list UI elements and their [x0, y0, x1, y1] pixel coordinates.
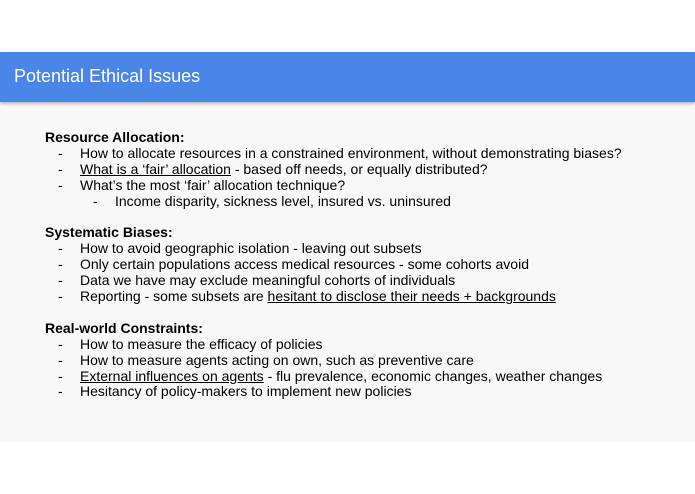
bullet-text: How to avoid geographic isolation - leaving out subsets: [80, 240, 422, 257]
slide: [0, 52, 695, 442]
bullet-dash: -: [58, 383, 63, 400]
bullet-dash: -: [93, 192, 98, 209]
section-real-world-constraints: [45, 321, 675, 401]
bullet-item: [45, 369, 675, 385]
bullet-text: - based off needs, or equally distributed?: [230, 160, 488, 177]
bullet-text: Hesitancy of policy-makers to implement new policies: [80, 383, 412, 400]
sub-bullet-item: [45, 194, 675, 210]
bullet-text: How to allocate resources in a constrained environment, without demonstrating biases?: [80, 144, 622, 161]
bullet-text: How to measure the efficacy of policies: [80, 335, 323, 352]
bullet-item: [45, 178, 675, 194]
section-resource-allocation: [45, 130, 675, 210]
section-heading: Real-world Constraints:: [45, 319, 203, 336]
bullet-dash: -: [58, 351, 63, 368]
bullet-item: [45, 273, 675, 289]
underlined-text: External influences on agents: [80, 367, 264, 384]
bullet-text: - flu prevalence, economic changes, weather changes: [263, 367, 603, 384]
bullet-item: [45, 146, 675, 162]
slide-content: [45, 130, 675, 416]
bullet-dash: -: [58, 256, 63, 273]
slide-header: [0, 52, 695, 102]
bullet-item: [45, 353, 675, 369]
bullet-item: [45, 241, 675, 257]
bullet-item: [45, 289, 675, 305]
bullet-item: [45, 257, 675, 273]
bullet-text: How to measure agents acting on own, such as preventive care: [80, 351, 474, 368]
bullet-dash: -: [58, 240, 63, 257]
bullet-dash: -: [58, 288, 63, 305]
underlined-text: What is a ‘fair’ allocation: [80, 160, 231, 177]
bullet-text: Data we have may exclude meaningful cohorts of individuals: [80, 272, 456, 289]
bullet-text: Only certain populations access medical resources - some cohorts avoid: [80, 256, 529, 273]
bullet-dash: -: [58, 176, 63, 193]
bullet-dash: -: [58, 144, 63, 161]
bullet-item: [45, 162, 675, 178]
bullet-text: Reporting - some subsets are: [80, 288, 268, 305]
section-heading: Resource Allocation:: [45, 129, 185, 145]
bullet-dash: -: [58, 272, 63, 289]
underlined-text: hesitant to disclose their needs + backgrounds: [267, 288, 556, 305]
bullet-item: [45, 384, 675, 400]
section-heading: Systematic Biases:: [45, 224, 173, 241]
bullet-item: [45, 337, 675, 353]
section-systematic-biases: [45, 225, 675, 305]
bullet-dash: -: [58, 160, 63, 177]
bullet-dash: -: [58, 335, 63, 352]
bullet-dash: -: [58, 367, 63, 384]
bullet-text: What’s the most ‘fair’ allocation technique?: [80, 176, 346, 193]
slide-title: Potential Ethical Issues: [14, 66, 201, 86]
bullet-text: Income disparity, sickness level, insured vs. uninsured: [115, 192, 451, 209]
